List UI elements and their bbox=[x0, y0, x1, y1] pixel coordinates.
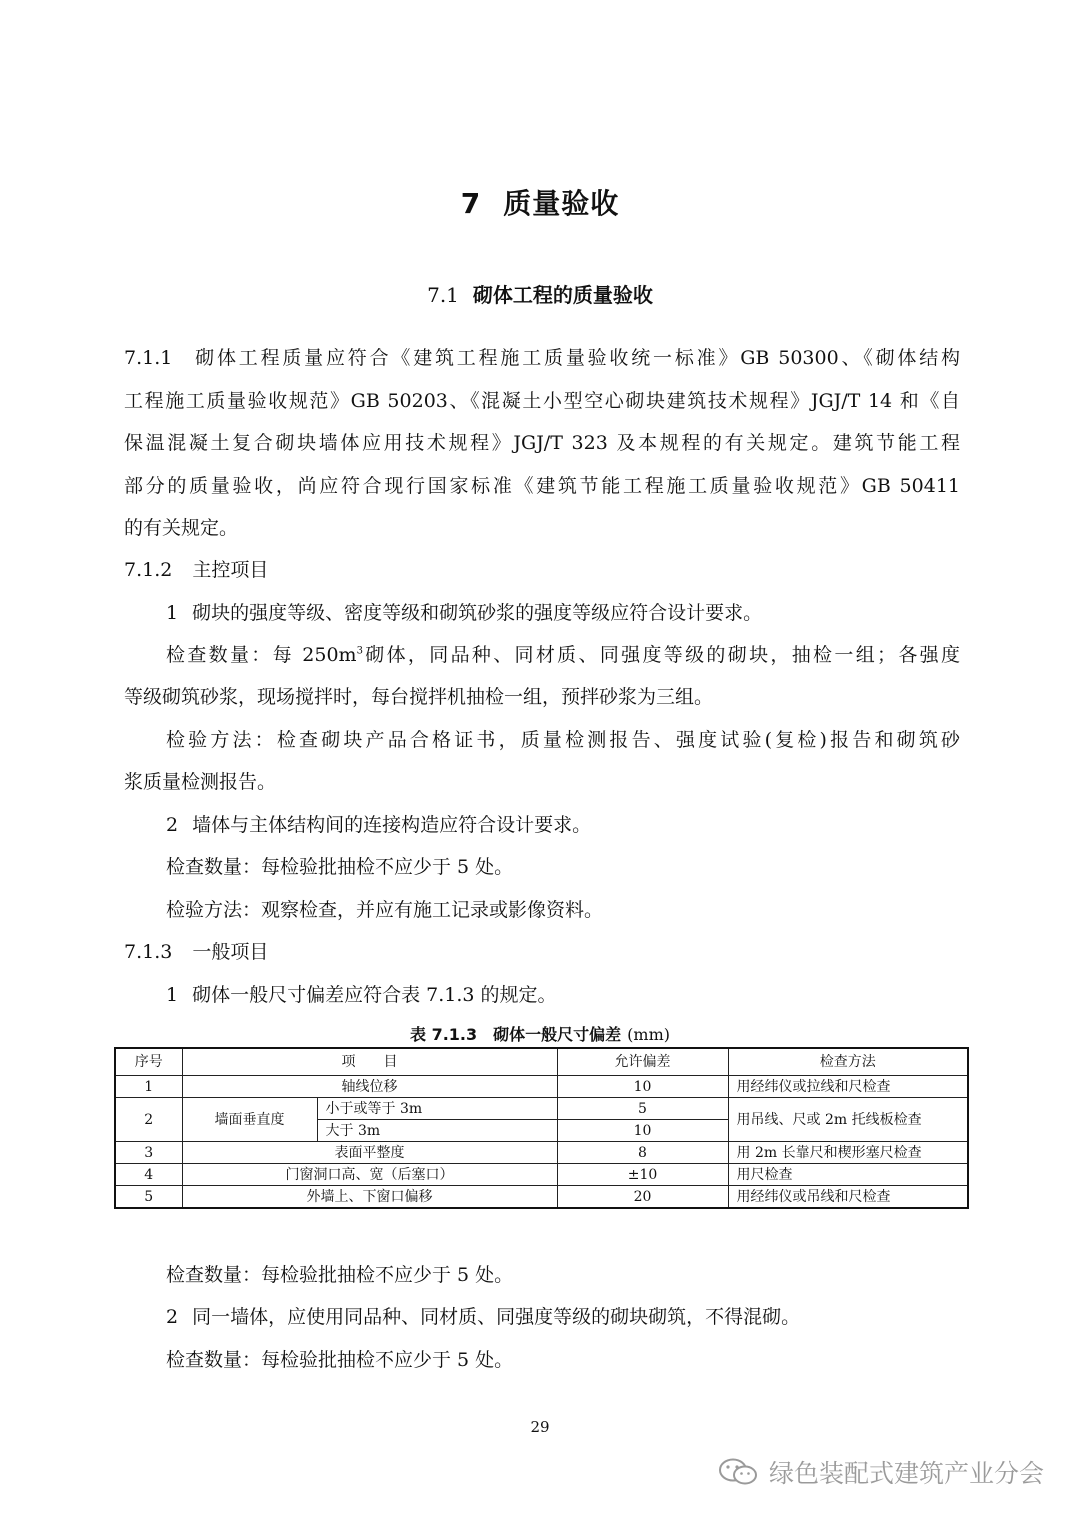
page-number: 29 bbox=[530, 1418, 550, 1436]
clause-711-line-3: 保温混凝土复合砌块墙体应用技术规程》JGJ/T 323 及本规程的有关规定。建筑节能工程 bbox=[124, 432, 960, 454]
table-name: 砌体一般尺寸偏差 bbox=[493, 1025, 622, 1044]
clause-711-line-5: 的有关规定。 bbox=[124, 517, 239, 539]
clause-713-title: 一般项目 bbox=[192, 941, 269, 963]
table-row: 3 表面平整度 8 用 2m 长靠尺和楔形塞尺检查 bbox=[115, 1142, 968, 1164]
table-row: 2 墙面垂直度 小于或等于 3m 5 用吊线、尺或 2m 托线板检查 bbox=[115, 1098, 968, 1120]
clause-712-title: 主控项目 bbox=[192, 559, 269, 581]
header-method: 检查方法 bbox=[728, 1048, 968, 1076]
clause-712-heading bbox=[124, 558, 960, 582]
header-tolerance: 允许偏差 bbox=[557, 1048, 728, 1076]
table-row: 4 门窗洞口高、宽（后塞口） ±10 用尺检查 bbox=[115, 1164, 968, 1186]
section-number: 7.1 bbox=[427, 283, 459, 307]
clause-712-item-2: 2 墙体与主体结构间的连接构造应符合设计要求。 bbox=[166, 814, 592, 836]
table-title bbox=[0, 1022, 1080, 1045]
wechat-icon bbox=[717, 1457, 759, 1487]
clause-713-heading bbox=[124, 940, 960, 964]
watermark-text: 绿色装配式建筑产业分会 bbox=[768, 1459, 1044, 1488]
section-heading bbox=[0, 279, 1080, 308]
clause-713-item-2-qty: 检查数量：每检验批抽检不应少于 5 处。 bbox=[166, 1349, 514, 1371]
clause-713-qty: 检查数量：每检验批抽检不应少于 5 处。 bbox=[166, 1264, 514, 1286]
chapter-number: 7 bbox=[460, 187, 482, 220]
clause-713-item-1: 1 砌体一般尺寸偏差应符合表 7.1.3 的规定。 bbox=[166, 984, 557, 1006]
clause-712-item-1-qty: 检查数量：每 $250m^3$砌体，同品种、同材质、同强度等级的砌块，抽检一组；各强度 bbox=[166, 644, 960, 666]
header-no: 序号 bbox=[115, 1048, 182, 1076]
header-item: 项 目 bbox=[182, 1048, 557, 1076]
clause-713-number: 7.1.3 bbox=[124, 941, 173, 963]
clause-711-number: 7.1.1 bbox=[124, 347, 173, 369]
chapter-heading bbox=[0, 182, 1080, 222]
clause-712-item-1: 1 砌块的强度等级、密度等级和砌筑砂浆的强度等级应符合设计要求。 bbox=[166, 602, 763, 624]
clause-713-item-2: 2 同一墙体，应使用同品种、同材质、同强度等级的砌块砌筑，不得混砌。 bbox=[166, 1306, 801, 1328]
table-row: 大于 3m 10 bbox=[115, 1120, 968, 1142]
clause-712-number: 7.1.2 bbox=[124, 559, 173, 581]
clause-712-item-1-method-2: 浆质量检测报告。 bbox=[124, 771, 277, 793]
table-header-row bbox=[115, 1048, 968, 1076]
table-row: 5 外墙上、下窗口偏移 20 用经纬仪或吊线和尺检查 bbox=[115, 1186, 968, 1209]
clause-712-item-2-method: 检验方法：观察检查，并应有施工记录或影像资料。 bbox=[166, 899, 604, 921]
table-unit: (mm) bbox=[627, 1025, 670, 1044]
clause-712-item-2-qty: 检查数量：每检验批抽检不应少于 5 处。 bbox=[166, 856, 514, 878]
clause-711-line-4: 部分的质量验收，尚应符合现行国家标准《建筑节能工程施工质量验收规范》GB 50411 bbox=[124, 475, 960, 497]
clause-711-line-1: 7.1.1 砌体工程质量应符合《建筑工程施工质量验收统一标准》GB 50300、《砌体结构 bbox=[124, 347, 960, 369]
chapter-title: 质量验收 bbox=[503, 187, 620, 220]
watermark bbox=[717, 1454, 1044, 1490]
table-label: 表 7.1.3 bbox=[410, 1025, 478, 1044]
clause-712-item-1-qty-2: 等级砌筑砂浆，现场搅拌时，每台搅拌机抽检一组，预拌砂浆为三组。 bbox=[124, 686, 714, 708]
table-row: 1 轴线位移 10 用经纬仪或拉线和尺检查 bbox=[115, 1076, 968, 1098]
section-title: 砌体工程的质量验收 bbox=[472, 283, 653, 307]
clause-712-item-1-method: 检验方法：检查砌块产品合格证书，质量检测报告、强度试验(复检)报告和砌筑砂 bbox=[166, 729, 960, 751]
clause-711-line-2: 工程施工质量验收规范》GB 50203、《混凝土小型空心砌块建筑技术规程》JGJ/T 14 和《自 bbox=[124, 390, 960, 412]
tolerance-table bbox=[114, 1047, 969, 1209]
